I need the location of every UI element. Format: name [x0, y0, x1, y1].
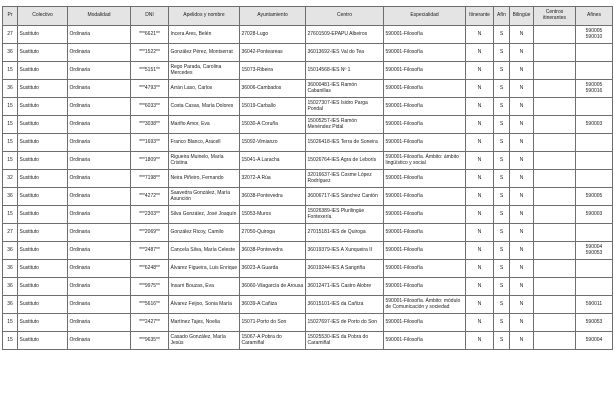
cell-pr: 15	[3, 206, 18, 224]
cell-pr: 36	[3, 44, 18, 62]
cell-afines: 590053	[576, 314, 613, 332]
cell-ayuntamiento: 15041-A Laracha	[240, 152, 306, 170]
cell-nombre: González Pérez, Montserrat	[169, 44, 240, 62]
cell-pr: 15	[3, 314, 18, 332]
cell-afines: 590003	[576, 206, 613, 224]
cell-itinerante: N	[466, 260, 494, 278]
cell-pr: 36	[3, 278, 18, 296]
cell-bilingue: N	[510, 242, 534, 260]
cell-pr: 15	[3, 134, 18, 152]
cell-dni: ***5151**	[131, 62, 169, 80]
cell-ayuntamiento: 32072-A Rúa	[240, 170, 306, 188]
cell-centros-itinerantes	[534, 134, 576, 152]
cell-afin: S	[494, 170, 510, 188]
cell-nombre: Franco Blanco, Aracell	[169, 134, 240, 152]
cell-afin: S	[494, 152, 510, 170]
cell-bilingue: N	[510, 26, 534, 44]
cell-colectivo: Sustituto	[18, 296, 68, 314]
cell-afin: S	[494, 116, 510, 134]
cell-especialidad: 590001-Filosofía	[384, 242, 466, 260]
cell-colectivo: Sustituto	[18, 134, 68, 152]
table-row	[3, 170, 613, 188]
cell-itinerante: N	[466, 188, 494, 206]
cell-modalidad: Ordinaria	[68, 80, 131, 98]
cell-dni: ***7198**	[131, 170, 169, 188]
cell-afin: S	[494, 98, 510, 116]
table-header	[3, 7, 613, 26]
cell-dni: ***4272**	[131, 188, 169, 206]
cell-afin: S	[494, 188, 510, 206]
cell-centro: 15025530-IES da Pobra do Caramiñal	[306, 332, 384, 350]
cell-itinerante: N	[466, 116, 494, 134]
cell-dni: ***4793**	[131, 80, 169, 98]
header-cell: Afín	[494, 7, 510, 26]
cell-modalidad: Ordinaria	[68, 242, 131, 260]
header-cell: Centro	[306, 7, 384, 26]
header-cell: Bilingüe	[510, 7, 534, 26]
cell-itinerante: N	[466, 242, 494, 260]
header-cell: Especialidad	[384, 7, 466, 26]
cell-pr: 36	[3, 188, 18, 206]
cell-colectivo: Sustituto	[18, 278, 68, 296]
cell-especialidad: 590001-Filosofía	[384, 44, 466, 62]
cell-centros-itinerantes	[534, 332, 576, 350]
cell-afines	[576, 152, 613, 170]
cell-colectivo: Sustituto	[18, 242, 68, 260]
header-cell: Ayuntamiento	[240, 7, 306, 26]
cell-especialidad: 590001-Filosofía. Ámbito: ámbito lingüístico y social	[384, 152, 466, 170]
cell-itinerante: N	[466, 332, 494, 350]
cell-centro: 36019379-IES A Xunqueira II	[306, 242, 384, 260]
cell-dni: ***1809**	[131, 152, 169, 170]
cell-colectivo: Sustituto	[18, 332, 68, 350]
cell-pr: 36	[3, 260, 18, 278]
cell-centros-itinerantes	[534, 206, 576, 224]
cell-centro: 27015181-IES de Quiroga	[306, 224, 384, 242]
cell-itinerante: N	[466, 278, 494, 296]
cell-pr: 15	[3, 152, 18, 170]
cell-pr: 27	[3, 224, 18, 242]
cell-centro: 36006717-IES Sánchez Cantón	[306, 188, 384, 206]
cell-modalidad: Ordinaria	[68, 134, 131, 152]
cell-ayuntamiento: 36039-A Cañiza	[240, 296, 306, 314]
cell-nombre: Rego Parada, Carolina Mercedes	[169, 62, 240, 80]
cell-modalidad: Ordinaria	[68, 152, 131, 170]
cell-dni: ***9635**	[131, 332, 169, 350]
cell-afin: S	[494, 26, 510, 44]
cell-especialidad: 590001-Filosofía	[384, 98, 466, 116]
cell-dni: ***6621**	[131, 26, 169, 44]
cell-nombre: Martínez Tajes, Noelia	[169, 314, 240, 332]
cell-centro: 36019244-IES A Sangriña	[306, 260, 384, 278]
cell-modalidad: Ordinaria	[68, 332, 131, 350]
cell-centro: 15005257-IES Ramón Menéndez Pidal	[306, 116, 384, 134]
cell-centro: 15026418-IES Terra de Soneira	[306, 134, 384, 152]
cell-nombre: Costa Casas, María Dolores	[169, 98, 240, 116]
cell-especialidad: 590001-Filosofía	[384, 80, 466, 98]
cell-bilingue: N	[510, 80, 534, 98]
cell-ayuntamiento: 15053-Muros	[240, 206, 306, 224]
cell-especialidad: 590001-Filosofía	[384, 62, 466, 80]
cell-dni: ***6248**	[131, 260, 169, 278]
table-row	[3, 224, 613, 242]
cell-bilingue: N	[510, 188, 534, 206]
cell-colectivo: Sustituto	[18, 44, 68, 62]
header-row	[3, 7, 613, 26]
cell-centros-itinerantes	[534, 152, 576, 170]
cell-ayuntamiento: 15030-A Coruña	[240, 116, 306, 134]
cell-centro: 36000481-IES Ramón Cabanillas	[306, 80, 384, 98]
cell-centro: 15026764-IES Agra de Leborís	[306, 152, 384, 170]
cell-afin: S	[494, 80, 510, 98]
cell-afines	[576, 224, 613, 242]
cell-ayuntamiento: 15067-A Pobra do Caramiñal	[240, 332, 306, 350]
cell-modalidad: Ordinaria	[68, 206, 131, 224]
cell-nombre: Saavedra González, María Asunción	[169, 188, 240, 206]
cell-afines	[576, 278, 613, 296]
cell-centro: 36013692-IES Val do Tea	[306, 44, 384, 62]
cell-afin: S	[494, 242, 510, 260]
cell-centros-itinerantes	[534, 62, 576, 80]
cell-ayuntamiento: 36038-Pontevedra	[240, 242, 306, 260]
cell-dni: ***6033**	[131, 98, 169, 116]
cell-especialidad: 590001-Filosofía	[384, 116, 466, 134]
cell-centros-itinerantes	[534, 242, 576, 260]
cell-colectivo: Sustituto	[18, 152, 68, 170]
cell-pr: 15	[3, 332, 18, 350]
cell-centro: 15027697-IES de Porto do Son	[306, 314, 384, 332]
cell-itinerante: N	[466, 26, 494, 44]
cell-pr: 27	[3, 26, 18, 44]
cell-itinerante: N	[466, 80, 494, 98]
cell-nombre: González Ricoy, Camilo	[169, 224, 240, 242]
cell-centros-itinerantes	[534, 224, 576, 242]
cell-pr: 15	[3, 98, 18, 116]
cell-especialidad: 590001-Filosofía	[384, 260, 466, 278]
table-row	[3, 98, 613, 116]
cell-dni: ***1693**	[131, 134, 169, 152]
cell-afines: 590005 590016	[576, 80, 613, 98]
cell-especialidad: 590001-Filosofía	[384, 224, 466, 242]
cell-itinerante: N	[466, 224, 494, 242]
cell-centro: 15026389-IES Plurilingüe Fontexería	[306, 206, 384, 224]
cell-colectivo: Sustituto	[18, 224, 68, 242]
cell-modalidad: Ordinaria	[68, 116, 131, 134]
cell-nombre: Incera Ares, Belén	[169, 26, 240, 44]
cell-afines	[576, 170, 613, 188]
cell-bilingue: N	[510, 224, 534, 242]
cell-colectivo: Sustituto	[18, 26, 68, 44]
cell-especialidad: 590001-Filosofía	[384, 134, 466, 152]
cell-bilingue: N	[510, 278, 534, 296]
cell-afines: 590005 590010	[576, 26, 613, 44]
cell-nombre: Arrán Laso, Carlos	[169, 80, 240, 98]
table-row	[3, 314, 613, 332]
cell-afin: S	[494, 260, 510, 278]
cell-afines	[576, 44, 613, 62]
cell-bilingue: N	[510, 314, 534, 332]
cell-afines	[576, 62, 613, 80]
cell-nombre: Neira Piñeiro, Fernando	[169, 170, 240, 188]
cell-ayuntamiento: 36042-Ponteareas	[240, 44, 306, 62]
cell-especialidad: 590001-Filosofía	[384, 314, 466, 332]
cell-afin: S	[494, 206, 510, 224]
cell-dni: ***9975**	[131, 278, 169, 296]
table-row	[3, 62, 613, 80]
cell-especialidad: 590001-Filosofía	[384, 278, 466, 296]
cell-modalidad: Ordinaria	[68, 224, 131, 242]
cell-afines: 590003	[576, 116, 613, 134]
cell-itinerante: N	[466, 152, 494, 170]
assignments-table	[2, 6, 613, 350]
cell-centros-itinerantes	[534, 26, 576, 44]
table-row	[3, 296, 613, 314]
cell-afines	[576, 260, 613, 278]
table-row	[3, 152, 613, 170]
cell-bilingue: N	[510, 152, 534, 170]
cell-bilingue: N	[510, 98, 534, 116]
cell-afin: S	[494, 332, 510, 350]
cell-afines	[576, 98, 613, 116]
cell-dni: ***2303**	[131, 206, 169, 224]
cell-colectivo: Sustituto	[18, 170, 68, 188]
cell-centros-itinerantes	[534, 170, 576, 188]
cell-pr: 36	[3, 296, 18, 314]
cell-ayuntamiento: 27028-Lugo	[240, 26, 306, 44]
cell-afin: S	[494, 314, 510, 332]
cell-nombre: Álvarez Feijoo, Sonia María	[169, 296, 240, 314]
cell-pr: 15	[3, 62, 18, 80]
cell-especialidad: 590001-Filosofía	[384, 188, 466, 206]
cell-itinerante: N	[466, 296, 494, 314]
cell-nombre: Silva González, José Joaquín	[169, 206, 240, 224]
cell-colectivo: Sustituto	[18, 206, 68, 224]
table-row	[3, 332, 613, 350]
table-body	[3, 26, 613, 350]
cell-dni: ***3038**	[131, 116, 169, 134]
cell-centro: 27601509-EPAPU Albeiros	[306, 26, 384, 44]
cell-ayuntamiento: 15092-Vimianzo	[240, 134, 306, 152]
cell-afines: 590004	[576, 332, 613, 350]
cell-pr: 32	[3, 170, 18, 188]
cell-dni: ***5616**	[131, 296, 169, 314]
cell-bilingue: N	[510, 134, 534, 152]
cell-ayuntamiento: 36038-Pontevedra	[240, 188, 306, 206]
cell-bilingue: N	[510, 116, 534, 134]
cell-ayuntamiento: 27050-Quiroga	[240, 224, 306, 242]
cell-modalidad: Ordinaria	[68, 44, 131, 62]
table-row	[3, 26, 613, 44]
cell-afin: S	[494, 224, 510, 242]
table-row	[3, 80, 613, 98]
cell-dni: ***2487**	[131, 242, 169, 260]
cell-centros-itinerantes	[534, 314, 576, 332]
cell-centro: 15014568-IES Nº 1	[306, 62, 384, 80]
cell-afin: S	[494, 62, 510, 80]
table-row	[3, 44, 613, 62]
cell-itinerante: N	[466, 134, 494, 152]
cell-especialidad: 590001-Filosofía	[384, 206, 466, 224]
cell-itinerante: N	[466, 98, 494, 116]
header-cell: Afines	[576, 7, 613, 26]
cell-ayuntamiento: 15071-Porto do Son	[240, 314, 306, 332]
header-cell: DNI	[131, 7, 169, 26]
cell-centros-itinerantes	[534, 260, 576, 278]
cell-dni: ***2427**	[131, 314, 169, 332]
cell-colectivo: Sustituto	[18, 260, 68, 278]
cell-centro: 15027307-IES Isidro Parga Pondal	[306, 98, 384, 116]
cell-dni: ***2069**	[131, 224, 169, 242]
cell-ayuntamiento: 15019-Carballo	[240, 98, 306, 116]
table-row	[3, 242, 613, 260]
cell-itinerante: N	[466, 314, 494, 332]
cell-especialidad: 590001-Filosofía	[384, 332, 466, 350]
cell-itinerante: N	[466, 170, 494, 188]
header-cell: Itinerante	[466, 7, 494, 26]
table-row	[3, 206, 613, 224]
cell-itinerante: N	[466, 206, 494, 224]
cell-afin: S	[494, 278, 510, 296]
header-cell: Colectivo	[18, 7, 68, 26]
cell-ayuntamiento: 36060-Vilagarcía de Arousa	[240, 278, 306, 296]
header-cell: Modalidad	[68, 7, 131, 26]
cell-bilingue: N	[510, 44, 534, 62]
cell-centros-itinerantes	[534, 278, 576, 296]
table-row	[3, 278, 613, 296]
cell-colectivo: Sustituto	[18, 80, 68, 98]
cell-especialidad: 590001-Filosofía	[384, 26, 466, 44]
cell-nombre: Casado González, María Jesús	[169, 332, 240, 350]
cell-modalidad: Ordinaria	[68, 98, 131, 116]
cell-modalidad: Ordinaria	[68, 62, 131, 80]
cell-nombre: Álvarez Figueira, Luis Enrique	[169, 260, 240, 278]
cell-itinerante: N	[466, 44, 494, 62]
cell-modalidad: Ordinaria	[68, 296, 131, 314]
cell-centros-itinerantes	[534, 296, 576, 314]
cell-centros-itinerantes	[534, 44, 576, 62]
cell-centro: 36015101-IES da Cañiza	[306, 296, 384, 314]
table-row	[3, 188, 613, 206]
cell-afin: S	[494, 296, 510, 314]
cell-nombre: Insarri Bouzas, Eva	[169, 278, 240, 296]
cell-ayuntamiento: 36023-A Guarda	[240, 260, 306, 278]
cell-afin: S	[494, 44, 510, 62]
table-row	[3, 116, 613, 134]
cell-colectivo: Sustituto	[18, 62, 68, 80]
cell-modalidad: Ordinaria	[68, 26, 131, 44]
cell-colectivo: Sustituto	[18, 314, 68, 332]
cell-centros-itinerantes	[534, 188, 576, 206]
cell-bilingue: N	[510, 260, 534, 278]
table-row	[3, 260, 613, 278]
header-cell: Centros itinerantes	[534, 7, 576, 26]
cell-afines: 590005	[576, 188, 613, 206]
cell-colectivo: Sustituto	[18, 98, 68, 116]
header-cell: Pr	[3, 7, 18, 26]
cell-bilingue: N	[510, 170, 534, 188]
cell-nombre: Cancela Silva, María Celeste	[169, 242, 240, 260]
cell-modalidad: Ordinaria	[68, 314, 131, 332]
cell-bilingue: N	[510, 332, 534, 350]
cell-modalidad: Ordinaria	[68, 188, 131, 206]
cell-ayuntamiento: 36006-Cambados	[240, 80, 306, 98]
header-cell: Apelidos y nombre	[169, 7, 240, 26]
cell-pr: 15	[3, 116, 18, 134]
cell-nombre: Marifio Amor, Eva	[169, 116, 240, 134]
cell-afines: 590004 590053	[576, 242, 613, 260]
cell-especialidad: 590001-Filosofía	[384, 170, 466, 188]
cell-bilingue: N	[510, 62, 534, 80]
cell-colectivo: Sustituto	[18, 188, 68, 206]
cell-dni: ***1522**	[131, 44, 169, 62]
cell-centro: 36012471-IES Castro Alobre	[306, 278, 384, 296]
cell-centros-itinerantes	[534, 80, 576, 98]
cell-colectivo: Sustituto	[18, 116, 68, 134]
cell-modalidad: Ordinaria	[68, 278, 131, 296]
cell-centro: 32016637-IES Cosme López Rodríguez	[306, 170, 384, 188]
cell-afines	[576, 134, 613, 152]
cell-nombre: Rigueira Muinelo, María Cristina	[169, 152, 240, 170]
cell-pr: 36	[3, 242, 18, 260]
cell-afines: 590011	[576, 296, 613, 314]
cell-bilingue: N	[510, 206, 534, 224]
cell-afin: S	[494, 134, 510, 152]
cell-especialidad: 590001-Filosofía. Ámbito: módulo de Comunicación y sociedad	[384, 296, 466, 314]
cell-centros-itinerantes	[534, 116, 576, 134]
cell-itinerante: N	[466, 62, 494, 80]
cell-centros-itinerantes	[534, 98, 576, 116]
cell-modalidad: Ordinaria	[68, 260, 131, 278]
cell-pr: 36	[3, 80, 18, 98]
assignments-table-container	[2, 6, 612, 350]
cell-bilingue: N	[510, 296, 534, 314]
cell-modalidad: Ordinaria	[68, 170, 131, 188]
table-row	[3, 134, 613, 152]
cell-ayuntamiento: 15073-Ribeira	[240, 62, 306, 80]
